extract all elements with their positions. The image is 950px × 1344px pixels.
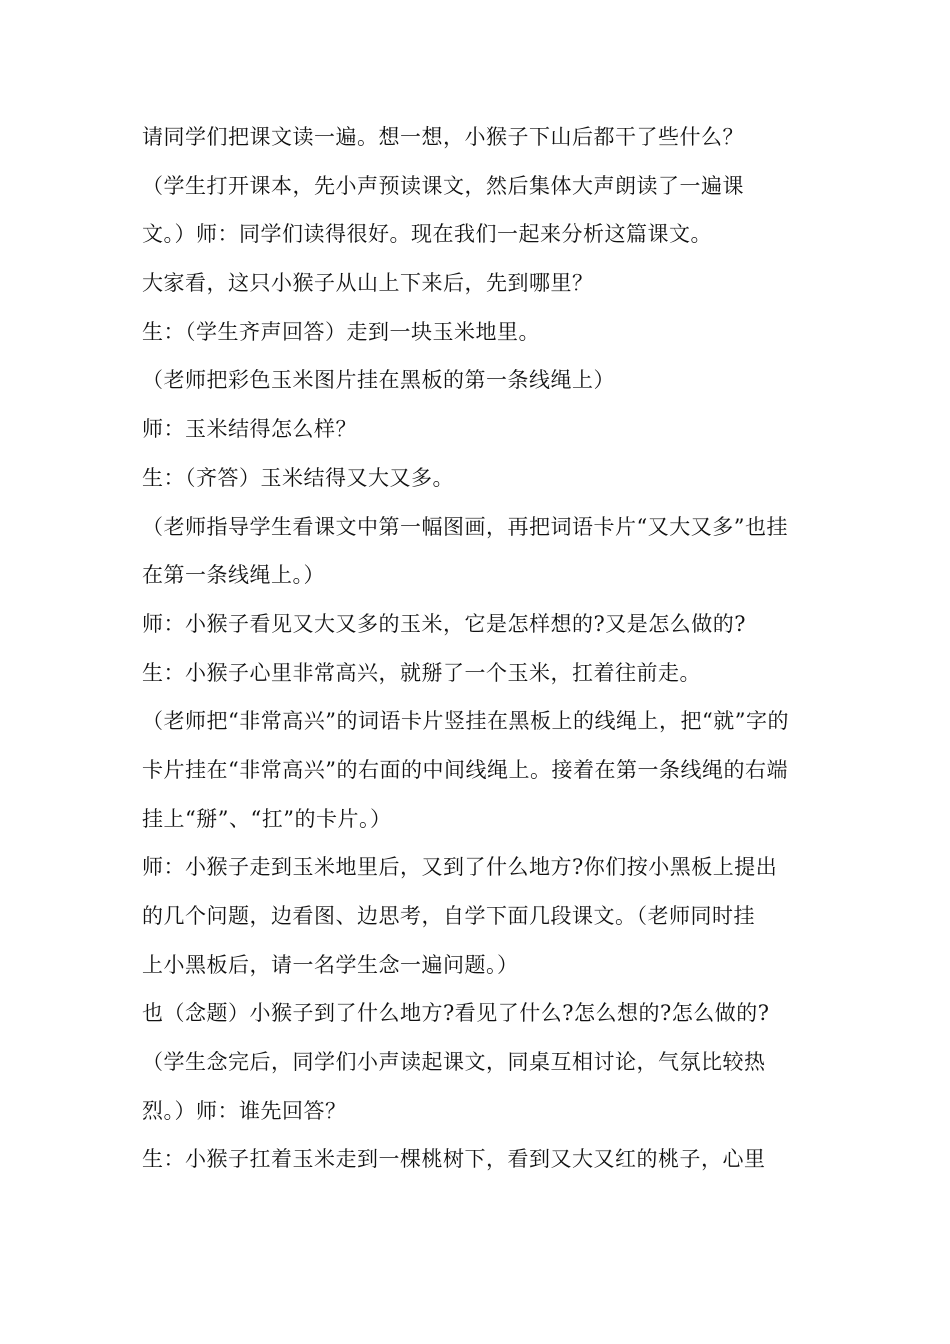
lesson-transcript (142, 119, 832, 1190)
text-line: （老师把“非常高兴”的词语卡片竖挂在黑板上的线绳上，把“就”字的 (142, 709, 789, 734)
text-line: （学生打开课本，先小声预读课文，然后集体大声朗读了一遍课 (142, 173, 744, 198)
text-line: 生：（齐答）玉米结得又大又多。 (142, 465, 454, 490)
text-line: 请同学们把课文读一遍。想一想，小猴子下山后都干了些什么？ (142, 125, 744, 149)
text-line: 师：小猴子走到玉米地里后，又到了什么地方?你们按小黑板上提出 (142, 855, 778, 880)
text-line: 师：玉米结得怎么样？ (142, 417, 357, 442)
text-line: 也（念题）小猴子到了什么地方?看见了什么?怎么想的?怎么做的? (142, 1001, 770, 1026)
text-line: 大家看，这只小猴子从山上下来后，先到哪里？ (142, 271, 594, 296)
text-line: 文。）师：同学们读得很好。现在我们一起来分析这篇课文。 (142, 222, 712, 247)
text-line: 在第一条线绳上。） (142, 563, 325, 588)
text-line: 生：小猴子心里非常高兴，就掰了一个玉米，扛着往前走。 (142, 660, 701, 685)
text-line: （学生念完后，同学们小声读起课文，同桌互相讨论，气氛比较热 (142, 1050, 766, 1075)
text-line: 生：小猴子扛着玉米走到一棵桃树下，看到又大又红的桃子，心里 (142, 1147, 766, 1172)
text-line: （老师指导学生看课文中第一幅图画，再把词语卡片“又大又多”也挂 (142, 514, 788, 539)
text-line: 烈。）师：谁先回答？ (142, 1098, 347, 1123)
text-line: 师：小猴子看见又大又多的玉米，它是怎样想的?又是怎么做的? (142, 611, 747, 636)
text-line: （老师把彩色玉米图片挂在黑板的第一条线绳上） (142, 368, 615, 393)
text-line: 挂上“掰”、“扛”的卡片。） (142, 806, 392, 831)
text-line: 上小黑板后，请一名学生念一遍问题。） (142, 952, 519, 977)
text-line: 卡片挂在“非常高兴”的右面的中间线绳上。接着在第一条线绳的右端 (142, 757, 788, 782)
text-line: 的几个问题，边看图、边思考，自学下面几段课文。（老师同时挂 (142, 904, 755, 928)
text-line: 生：（学生齐声回答）走到一块玉米地里。 (142, 319, 540, 344)
